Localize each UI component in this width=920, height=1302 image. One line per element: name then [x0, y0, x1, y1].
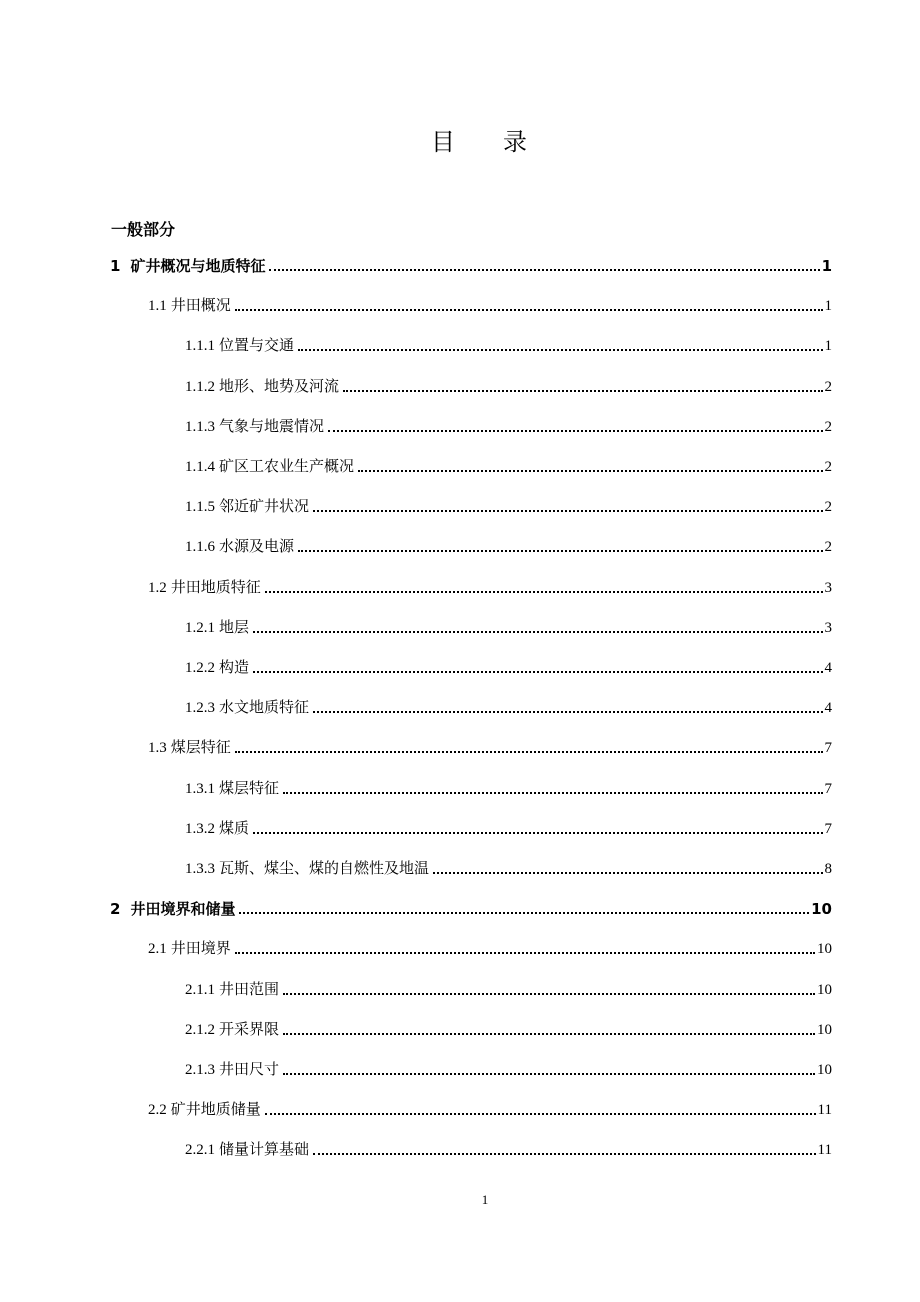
toc-entry-title: 煤质: [219, 820, 250, 837]
toc-entry-page: 2: [824, 378, 832, 395]
toc-dot-leader: [343, 390, 822, 392]
toc-entry-title: 地形、地势及河流: [219, 378, 340, 395]
toc-entry-title: 井田地质特征: [170, 579, 261, 596]
toc-entry[interactable]: [185, 533, 832, 557]
toc-entry-number: 1.3.2: [185, 820, 215, 837]
toc-entry-page: 4: [824, 660, 832, 676]
toc-entry-page: 10: [817, 941, 832, 958]
toc-entry-page: 7: [824, 740, 832, 757]
toc-entry[interactable]: [185, 654, 832, 678]
toc-entry[interactable]: [185, 614, 832, 638]
toc-entry-number: 1: [110, 257, 121, 275]
toc-entry-number: 2.1.3: [185, 1062, 215, 1078]
toc-dot-leader: [265, 591, 823, 593]
toc-entry[interactable]: [185, 1056, 832, 1080]
section-heading: 一般部分: [111, 220, 176, 239]
toc-dot-leader: [283, 993, 815, 995]
toc-entry-number: 1.1.6: [185, 539, 215, 556]
toc-dot-leader: [265, 1113, 816, 1115]
toc-entry[interactable]: [148, 734, 832, 758]
toc-entry-page: 2: [824, 539, 832, 556]
toc-entry-page: 3: [824, 579, 832, 596]
toc-entry[interactable]: [185, 413, 832, 437]
toc-entry-page: 7: [824, 780, 832, 797]
toc-entry-page: 3: [824, 619, 832, 636]
toc-entry-number: 2.1: [148, 941, 167, 958]
toc-entry-title: 矿井概况与地质特征: [130, 257, 266, 275]
toc-dot-leader: [235, 751, 823, 753]
toc-entry[interactable]: [110, 895, 832, 919]
toc-dot-leader: [298, 550, 822, 552]
toc-entry[interactable]: [185, 1016, 832, 1040]
toc-entry-number: 1.3.1: [185, 780, 215, 797]
toc-entry-number: 1.1.1: [185, 338, 215, 355]
toc-dot-leader: [433, 872, 822, 874]
toc-dot-leader: [283, 1033, 815, 1035]
toc-entry-title: 水源及电源: [219, 539, 295, 556]
toc-dot-leader: [328, 430, 822, 432]
toc-entry[interactable]: [185, 493, 832, 517]
toc-entry-title: 井田尺寸: [219, 1062, 280, 1078]
toc-entry-page: 2: [824, 459, 832, 475]
toc-entry-number: 1.1.5: [185, 499, 215, 516]
toc-entry-number: 1.1: [148, 298, 167, 315]
toc-dot-leader: [235, 309, 823, 311]
toc-entry-title: 开采界限: [219, 1021, 280, 1038]
toc-entry[interactable]: [185, 373, 832, 397]
toc-entry[interactable]: [148, 292, 832, 316]
footer-page-number: 1: [481, 1192, 489, 1207]
toc-entry-page: 11: [817, 1102, 832, 1119]
toc-dot-leader: [313, 510, 822, 512]
toc-entry-number: 1.2.3: [185, 700, 215, 717]
toc-entry-title: 位置与交通: [219, 338, 295, 355]
toc-entry-page: 4: [824, 700, 832, 717]
toc-dot-leader: [313, 711, 822, 713]
toc-dot-leader: [239, 912, 809, 914]
toc-entry[interactable]: [148, 1096, 832, 1120]
toc-entry-number: 2.1.2: [185, 1021, 215, 1038]
toc-entry-number: 1.2.1: [185, 619, 215, 636]
toc-dot-leader: [235, 952, 815, 954]
toc-entry[interactable]: [148, 574, 832, 598]
toc-entry-title: 储量计算基础: [219, 1142, 310, 1159]
page-title: 目录: [431, 128, 575, 156]
toc-entry-page: 10: [817, 1062, 832, 1078]
toc-entry-page: 1: [824, 298, 832, 315]
toc-entry-title: 矿区工农业生产概况: [219, 459, 355, 475]
toc-entry-number: 1.3.3: [185, 861, 215, 877]
toc-entry-number: 1.1.2: [185, 378, 215, 395]
toc-entry-number: 1.1.4: [185, 459, 215, 475]
toc-entry-title: 水文地质特征: [219, 700, 310, 717]
toc-dot-leader: [253, 671, 822, 673]
toc-entry-title: 煤层特征: [219, 780, 280, 797]
toc-dot-leader: [298, 349, 822, 351]
toc-entry-title: 煤层特征: [170, 740, 231, 757]
toc-entry-page: 2: [824, 499, 832, 516]
toc-dot-leader: [283, 1073, 815, 1075]
toc-entry-page: 1: [821, 257, 832, 275]
toc-entry-title: 邻近矿井状况: [219, 499, 310, 516]
toc-entry-title: 井田概况: [170, 298, 231, 315]
toc-entry[interactable]: [185, 815, 832, 839]
toc-entry-number: 1.1.3: [185, 418, 215, 435]
toc-dot-leader: [253, 631, 822, 633]
toc-entry-number: 2.2.1: [185, 1142, 215, 1159]
toc-entry-title: 井田境界: [170, 941, 231, 958]
toc-dot-leader: [313, 1153, 816, 1155]
toc-entry-title: 气象与地震情况: [219, 418, 325, 435]
toc-entry[interactable]: [185, 332, 832, 356]
toc-entry[interactable]: [185, 453, 832, 477]
toc-entry-page: 10: [817, 1021, 832, 1038]
toc-entry-page: 8: [824, 861, 832, 877]
toc-entry[interactable]: [148, 935, 832, 959]
toc-entry-title: 地层: [219, 619, 250, 636]
toc-entry-number: 1.3: [148, 740, 167, 757]
toc-entry[interactable]: [185, 976, 832, 1000]
toc-entry-page: 7: [824, 820, 832, 837]
toc-entry-page: 11: [817, 1142, 832, 1159]
toc-entry-number: 2: [110, 900, 121, 919]
toc-entry[interactable]: [185, 855, 832, 879]
toc-entry-number: 2.2: [148, 1102, 167, 1119]
toc-entry-page: 10: [811, 900, 832, 919]
toc-entry-title: 矿井地质储量: [170, 1102, 261, 1119]
toc-entry[interactable]: [185, 775, 832, 799]
toc-entry[interactable]: [110, 252, 832, 276]
toc-entry-number: 1.2: [148, 579, 167, 596]
toc-dot-leader: [358, 470, 822, 472]
toc-entry[interactable]: [185, 1136, 832, 1160]
toc-entry-number: 2.1.1: [185, 981, 215, 998]
toc-entry-title: 构造: [219, 660, 250, 676]
toc-entry[interactable]: [185, 694, 832, 718]
toc-entry-page: 2: [824, 418, 832, 435]
toc-dot-leader: [283, 792, 822, 794]
toc-dot-leader: [253, 832, 822, 834]
toc-entry-title: 井田范围: [219, 981, 280, 998]
toc-entry-page: 10: [817, 981, 832, 998]
toc-entry-title: 瓦斯、煤尘、煤的自燃性及地温: [219, 861, 430, 877]
toc-dot-leader: [269, 269, 819, 271]
toc-entry-page: 1: [824, 338, 832, 355]
toc-entry-title: 井田境界和储量: [130, 900, 236, 919]
toc-entry-number: 1.2.2: [185, 660, 215, 676]
